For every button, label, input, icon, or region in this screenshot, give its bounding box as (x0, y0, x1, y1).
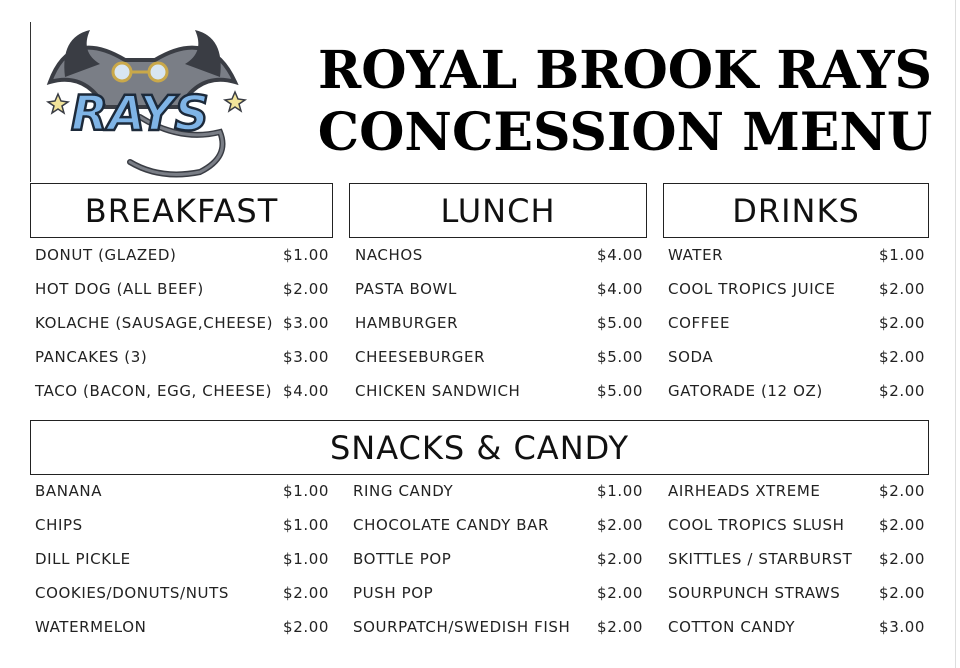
menu-item-price: $2.00 (597, 618, 643, 636)
menu-item-price: $2.00 (879, 382, 925, 400)
menu-item (353, 576, 643, 610)
menu-item-name: COOL TROPICS SLUSH (668, 516, 845, 534)
menu-item-price: $1.00 (283, 516, 329, 534)
menu-item-price: $2.00 (597, 584, 643, 602)
menu-item (355, 340, 643, 374)
menu-item-name: PANCAKES (3) (35, 348, 148, 366)
menu-item-name: CHICKEN SANDWICH (355, 382, 521, 400)
menu-item-name: PASTA BOWL (355, 280, 457, 298)
menu-item-price: $2.00 (879, 482, 925, 500)
menu-item-name: SKITTLES / STARBURST (668, 550, 853, 568)
menu-item-price: $1.00 (597, 482, 643, 500)
menu-item-name: BANANA (35, 482, 103, 500)
menu-item (353, 508, 643, 542)
menu-item-name: DONUT (GLAZED) (35, 246, 177, 264)
menu-item-name: CHOCOLATE CANDY BAR (353, 516, 550, 534)
menu-item (353, 542, 643, 576)
menu-item (668, 238, 925, 272)
menu-item-price: $2.00 (283, 584, 329, 602)
breakfast-list (35, 238, 329, 408)
menu-item-price: $1.00 (879, 246, 925, 264)
snacks-header: SNACKS & CANDY (30, 420, 929, 475)
menu-item-price: $4.00 (283, 382, 329, 400)
menu-item-price: $4.00 (597, 246, 643, 264)
menu-item-name: NACHOS (355, 246, 423, 264)
menu-item-name: COOKIES/DONUTS/NUTS (35, 584, 229, 602)
menu-item-name: WATER (668, 246, 724, 264)
menu-item-name: BOTTLE POP (353, 550, 452, 568)
breakfast-header: BREAKFAST (30, 183, 333, 238)
menu-item (668, 374, 925, 408)
menu-item-price: $1.00 (283, 550, 329, 568)
menu-item (668, 306, 925, 340)
menu-item (668, 272, 925, 306)
menu-item-name: PUSH POP (353, 584, 434, 602)
menu-item-price: $2.00 (879, 516, 925, 534)
menu-item-price: $5.00 (597, 382, 643, 400)
logo-text: RAYS (71, 86, 209, 142)
title-line-1: ROYAL BROOK RAYS (317, 40, 933, 101)
menu-item-name: RING CANDY (353, 482, 454, 500)
menu-item (35, 374, 329, 408)
menu-item (668, 508, 925, 542)
menu-item-price: $5.00 (597, 314, 643, 332)
menu-item (355, 272, 643, 306)
stingray-logo-icon (30, 22, 250, 182)
menu-item-name: AIRHEADS XTREME (668, 482, 821, 500)
menu-item (353, 474, 643, 508)
title-line-2: CONCESSION MENU (317, 102, 933, 163)
menu-item-name: TACO (BACON, EGG, CHEESE) (35, 382, 273, 400)
menu-item (668, 542, 925, 576)
menu-item (355, 238, 643, 272)
menu-item (668, 474, 925, 508)
lunch-header: LUNCH (349, 183, 647, 238)
menu-item (35, 508, 329, 542)
menu-item (668, 610, 925, 644)
menu-item-price: $4.00 (597, 280, 643, 298)
menu-item-name: GATORADE (12 OZ) (668, 382, 823, 400)
menu-item-price: $1.00 (283, 482, 329, 500)
menu-item-name: CHEESEBURGER (355, 348, 486, 366)
menu-item-name: DILL PICKLE (35, 550, 131, 568)
menu-item-name: SODA (668, 348, 714, 366)
menu-item-price: $1.00 (283, 246, 329, 264)
menu-item (35, 340, 329, 374)
menu-item-name: HAMBURGER (355, 314, 459, 332)
snacks-list-col3 (668, 474, 925, 644)
menu-item-name: COFFEE (668, 314, 731, 332)
menu-item-name: CHIPS (35, 516, 83, 534)
menu-item (35, 272, 329, 306)
menu-item-name: KOLACHE (SAUSAGE,CHEESE) (35, 314, 274, 332)
menu-item-name: SOURPATCH/SWEDISH FISH (353, 618, 571, 636)
menu-item-price: $2.00 (597, 516, 643, 534)
lunch-list (355, 238, 643, 408)
drinks-header: DRINKS (663, 183, 929, 238)
menu-item (35, 542, 329, 576)
menu-item (355, 374, 643, 408)
menu-item-price: $3.00 (283, 314, 329, 332)
menu-item-price: $2.00 (879, 550, 925, 568)
menu-item-price: $2.00 (879, 280, 925, 298)
menu-item-price: $2.00 (879, 314, 925, 332)
menu-item-price: $3.00 (283, 348, 329, 366)
menu-item (35, 238, 329, 272)
rays-logo (30, 22, 250, 182)
menu-item (355, 306, 643, 340)
menu-item-price: $2.00 (283, 618, 329, 636)
menu-item-price: $2.00 (283, 280, 329, 298)
menu-item (353, 610, 643, 644)
menu-item-price: $2.00 (597, 550, 643, 568)
snacks-list-col2 (353, 474, 643, 644)
right-border-line (955, 0, 956, 668)
menu-item-price: $2.00 (879, 584, 925, 602)
drinks-list (668, 238, 925, 408)
menu-item-name: SOURPUNCH STRAWS (668, 584, 841, 602)
menu-item (668, 576, 925, 610)
menu-item-name: HOT DOG (ALL BEEF) (35, 280, 204, 298)
menu-item (35, 474, 329, 508)
snacks-list-col1 (35, 474, 329, 644)
menu-item-price: $5.00 (597, 348, 643, 366)
menu-item-name: WATERMELON (35, 618, 147, 636)
menu-title (300, 40, 950, 164)
menu-item-price: $2.00 (879, 348, 925, 366)
menu-item (668, 340, 925, 374)
menu-item (35, 610, 329, 644)
menu-item (35, 576, 329, 610)
menu-item-price: $3.00 (879, 618, 925, 636)
menu-item-name: COOL TROPICS JUICE (668, 280, 836, 298)
menu-item (35, 306, 329, 340)
menu-item-name: COTTON CANDY (668, 618, 796, 636)
